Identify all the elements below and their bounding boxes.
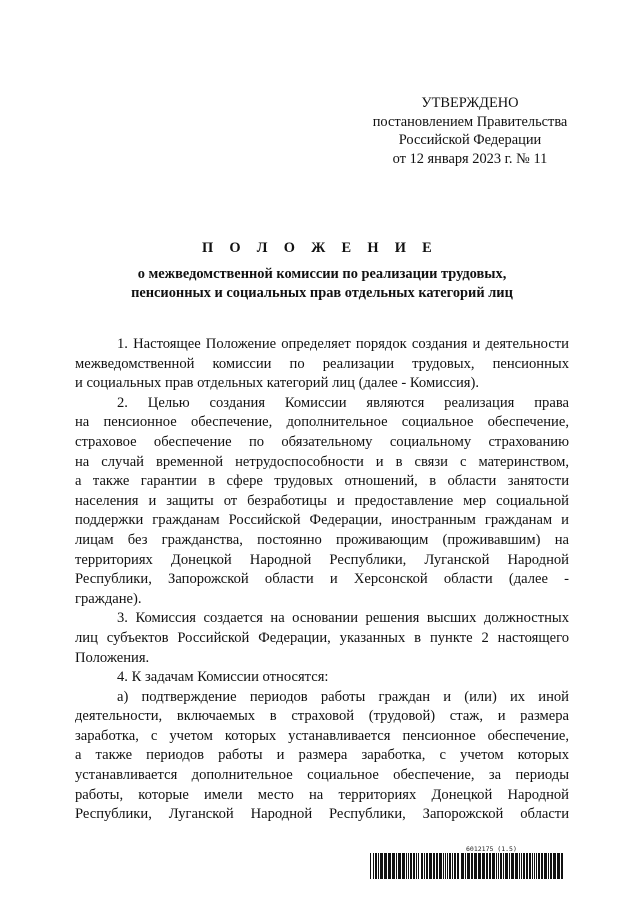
approval-line-3: от 12 января 2023 г. № 11	[392, 150, 548, 167]
subtitle-line-1: о межведомственной комиссии по реализации трудовых,	[137, 266, 507, 282]
text-line: работы, которые имели место на территориях Донецкой Народной	[75, 786, 569, 803]
text-line: межведомственной комиссии по реализации трудовых, пенсионных	[75, 355, 569, 372]
text-line: 2. Целью создания Комиссии являются реализация права	[117, 394, 569, 411]
text-line: 3. Комиссия создается на основании решения высших должностных	[117, 610, 569, 627]
text-line: граждане).	[75, 590, 142, 607]
text-line: а также гарантии в сфере трудовых отношений, в области занятости	[75, 473, 569, 490]
document-code: 6012175 (1.5)	[466, 845, 517, 853]
text-line: Положения.	[75, 649, 150, 666]
approval-stamp	[340, 94, 600, 168]
text-line: поддержки гражданам Российской Федерации, иностранным гражданам и	[75, 512, 569, 529]
text-line: деятельности, включаемых в страховой (трудовой) стаж, и размера	[75, 708, 569, 725]
text-line: лиц субъектов Российской Федерации, указанных в пункте 2 настоящего	[75, 629, 569, 646]
subtitle-line-2: пенсионных и социальных прав отдельных категорий лиц	[131, 284, 513, 301]
text-line: страховое обеспечение по обязательному социальному страхованию	[75, 433, 569, 450]
text-line: 1. Настоящее Положение определяет порядок создания и деятельности	[117, 336, 569, 352]
approval-line-2: Российской Федерации	[398, 132, 542, 148]
document-body	[75, 335, 569, 825]
text-line: а) подтверждение периодов работы граждан и (или) их иной	[117, 688, 569, 705]
text-line: и социальных прав отдельных категорий лиц (далее - Комиссия).	[75, 375, 479, 392]
text-line: заработка, с учетом которых устанавливается пенсионное обеспечение,	[75, 727, 569, 744]
approval-line-1: постановлением Правительства	[372, 113, 568, 130]
text-line: 4. К задачам Комиссии относятся:	[117, 669, 329, 686]
text-line: Республики, Луганской Народной Республики, Запорожской области	[75, 806, 569, 823]
approval-title: УТВЕРЖДЕНО	[421, 95, 519, 111]
text-line: на случай временной нетрудоспособности и в связи с материнством,	[75, 453, 569, 470]
text-line: Республики, Запорожской области и Херсонской области (далее -	[75, 571, 569, 588]
text-line: а также периодов работы и размера заработка, с учетом которых	[75, 747, 569, 764]
text-line: лицам без гражданства, постоянно проживающим (проживавшим) на	[75, 531, 569, 548]
text-line: населения и защиты от безработицы и предоставление мер социальной	[75, 492, 569, 509]
text-line: территориях Донецкой Народной Республики, Луганской Народной	[75, 551, 569, 568]
barcode	[370, 853, 566, 879]
text-line: на пенсионное обеспечение, дополнительное социальное обеспечение,	[75, 414, 569, 431]
text-line: устанавливается дополнительное социальное обеспечение, за периоды	[75, 767, 569, 784]
document-title: П О Л О Ж Е Н И Е	[202, 240, 438, 256]
document-subtitle	[70, 265, 574, 302]
